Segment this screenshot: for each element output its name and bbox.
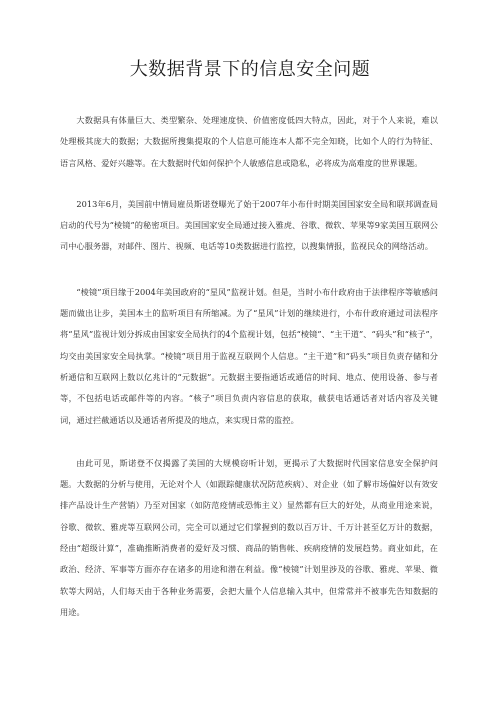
paragraph-3: “棱镜”项目缘于2004年美国政府的“星风”监视计划。但是，当时小布什政府由于法律程序等敏感问题而做出让步，美国本土的监听项目有所缩减。为了“星风”计划的继续进行，小布什政府通过司法程序将“星风”监视计划分拆成由国家安全局执行的4个监视计划，包括“棱镜”、“主干道”、“码头”和“核子”，均交由美国家安全局执掌。“棱镜”项目用于监视互联网个人信息。“主干道”和“码头”项目负责存储和分析通信和互联网上数以亿兆计的“元数据”。元数据主要指通话或通信的时间、地点、使用设备、参与者等，不包括电话或邮件等的内容。“核子”项目负责内容信息的获取，截获电话通话者对话内容及关键词，通过拦截通话以及通话者所提及的地点，来实现日常的监控。: [60, 286, 438, 425]
paragraph-2: 2013年6月，美国前中情局雇员斯诺登曝光了始于2007年小布什时期美国国家安全局和联邦调查局启动的代号为“棱镜”的秘密项目。美国国家安全局通过接入雅虎、谷歌、微软、苹果等9家美国互联网公司中心服务器，对邮件、图片、视频、电话等10类数据进行监控，以搜集情报，监视民众的网络活动。: [60, 198, 438, 252]
document-body: [60, 110, 438, 643]
paragraph-1: 大数据具有体量巨大、类型繁杂、处理速度快、价值密度低四大特点，因此，对于个人来说，难以处理极其庞大的数据；大数据所搜集提取的个人信息可能连本人都不完全知晓，比如个人的行为特征、语言风格、爱好兴趣等。在大数据时代如何保护个人敏感信息或隐私，必将成为高难度的世界课题。: [60, 115, 438, 168]
paragraph-4: 由此可见，斯诺登不仅揭露了美国的大规模窃听计划，更揭示了大数据时代国家信息安全保护问题。大数据的分析与使用，无论对个人（如跟踪健康状况防范疾病）、对企业（如了解市场偏好以有效安排产品设计生产营销）乃至对国家（如防范疫情或恐怖主义）显然都有巨大的好处，从商业用途来说，谷歌、微软、雅虎等互联网公司，完全可以通过它们掌握到的数以百万计、千万计甚至亿万计的数据，经由“超级计算”，准确推断消费者的爱好及习惯、商品的销售帐、疾病疫情的发展趋势。商业如此，在政治、经济、军事等方面亦存在诸多的用途和潜在利益。像“棱镜”计划里涉及的谷歌、雅虎、苹果、微软等大网站，人们每天由于各种业务需要，会把大量个人信息输入其中，但常常并不被事先告知数据的用途。: [60, 457, 438, 617]
document-title: 大数据背景下的信息安全问题: [129, 59, 371, 80]
